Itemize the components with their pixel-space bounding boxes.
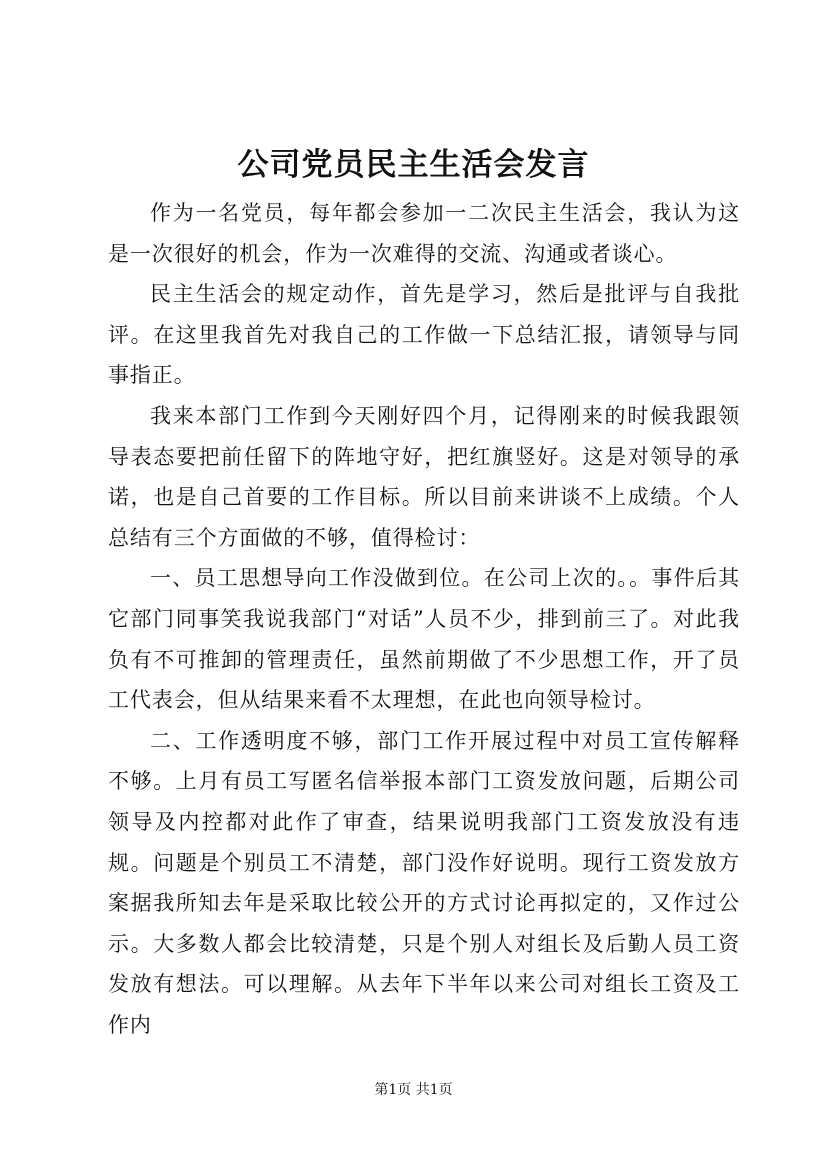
paragraph-4: 一、员工思想导向工作没做到位。在公司上次的。。事件后其它部门同事笑我说我部门“对话”人员不少，排到前三了。对此我负有不可推卸的管理责任，虽然前期做了不少思想工作，开了员工代表会，但从结果来看不太理想，在此也向领导检讨。 bbox=[108, 566, 740, 713]
paragraph-2: 民主生活会的规定动作，首先是学习，然后是批评与自我批评。在这里我首先对我自己的工作做一下总结汇报，请领导与同事指正。 bbox=[108, 282, 740, 388]
page-footer: 第1页 共1页 bbox=[374, 1082, 453, 1098]
paragraph-1: 作为一名党员，每年都会参加一二次民主生活会，我认为这是一次很好的机会，作为一次难得的交流、沟通或者谈心。 bbox=[108, 201, 740, 266]
document-body bbox=[108, 193, 740, 1045]
paragraph-5: 二、工作透明度不够，部门工作开展过程中对员工宣传解释不够。上月有员工写匿名信举报本部门工资发放问题，后期公司领导及内控都对此作了审查，结果说明我部门工资发放没有违规。问题是个别员工不清楚，部门没作好说明。现行工资发放方案据我所知去年是采取比较公开的方式讨论再拟定的，又作过公示。大多数人都会比较清楚，只是个别人对组长及后勤人员工资发放有想法。可以理解。从去年下半年以来公司对组长工资及工作内 bbox=[108, 728, 740, 1037]
page-title: 公司党员民主生活会发言 bbox=[237, 147, 590, 183]
paragraph-3: 我来本部门工作到今天刚好四个月，记得刚来的时候我跟领导表态要把前任留下的阵地守好，把红旗竖好。这是对领导的承诺，也是自己首要的工作目标。所以目前来讲谈不上成绩。个人总结有三个方面做的不够，值得检讨： bbox=[108, 403, 740, 550]
